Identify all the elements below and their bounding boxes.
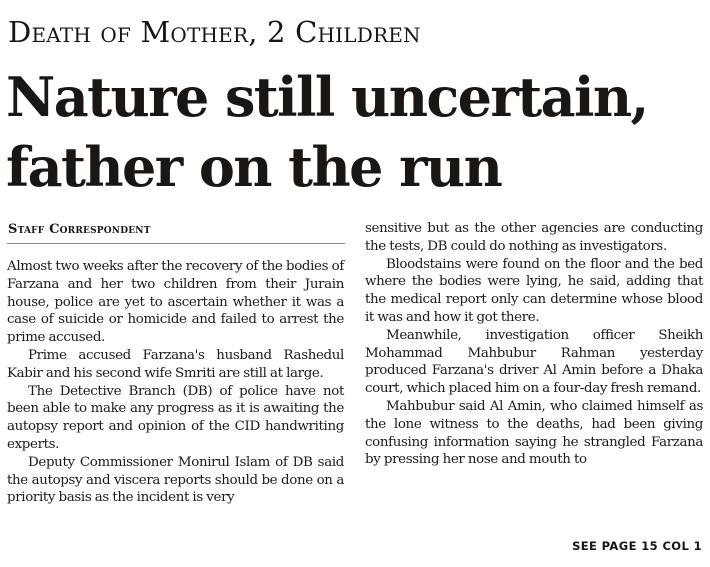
byline: Staff Correspondent bbox=[8, 222, 151, 237]
continuation-jump: SEE PAGE 15 COL 1 bbox=[572, 539, 702, 553]
paragraph: Mahbubur said Al Amin, who claimed himself as the lone witness to the deaths, had been giving confusing information saying he strangled Farzana by pressing her nose and mouth to bbox=[365, 398, 703, 468]
paragraph: Almost two weeks after the recovery of the bodies of Farzana and her two children from their Jurain house, police are yet to ascertain whether it was a case of suicide or homicide and failed to arrest the prime accused. bbox=[7, 259, 344, 346]
paragraph: The Detective Branch (DB) of police have not been able to make any progress as it is awaiting the autopsy report and opinion of the CID handwriting experts. bbox=[7, 383, 344, 452]
right-column bbox=[365, 220, 703, 469]
headline-line: father on the run bbox=[6, 135, 502, 199]
paragraph: Deputy Commissioner Monirul Islam of DB said the autopsy and viscera reports should be done on a priority basis as the incident is very bbox=[7, 454, 344, 506]
paragraph: Prime accused Farzana's husband Rashedul Kabir and his second wife Smriti are still at large. bbox=[7, 347, 344, 381]
paragraph: Meanwhile, investigation officer Sheikh Mohammad Mahbubur Rahman yesterday produced Farzana's driver Al Amin before a Dhaka court, which placed him on a four-day fresh remand. bbox=[365, 327, 703, 397]
headline bbox=[6, 62, 710, 202]
paragraph: Bloodstains were found on the floor and the bed where the bodies were lying, he said, adding that the medical report only can determine whose blood it was and how it got there. bbox=[365, 256, 703, 325]
headline-line: Nature still uncertain, bbox=[6, 65, 648, 129]
kicker: Death of Mother, 2 Children bbox=[8, 15, 421, 49]
left-column bbox=[7, 258, 344, 507]
byline-divider bbox=[7, 243, 345, 244]
paragraph: sensitive but as the other agencies are conducting the tests, DB could do nothing as investigators. bbox=[365, 221, 703, 254]
